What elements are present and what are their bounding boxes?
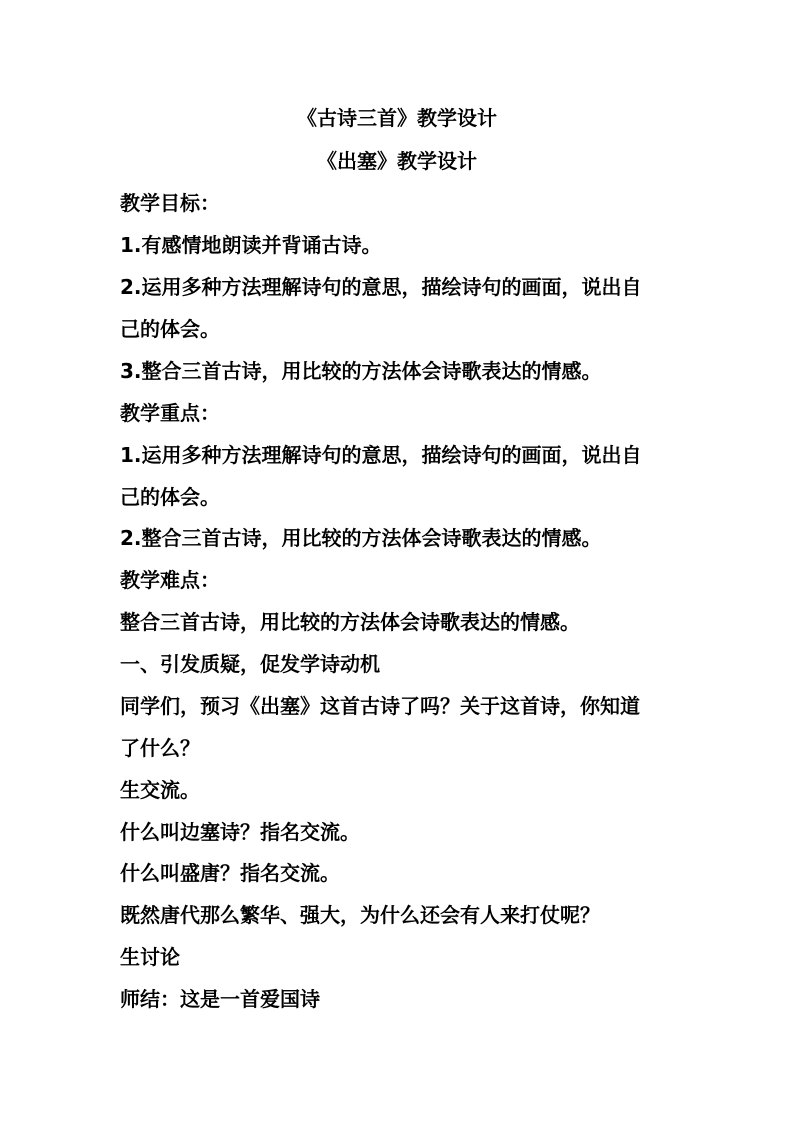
section-heading-difficulty: 教学难点： bbox=[120, 568, 220, 592]
paragraph-question-cont: 了什么？ bbox=[120, 736, 200, 760]
difficulty-item: 整合三首古诗，用比较的方法体会诗歌表达的情感。 bbox=[120, 610, 580, 634]
section-heading-key: 教学重点： bbox=[120, 401, 220, 425]
lesson-title: 《出塞》教学设计 bbox=[317, 149, 477, 173]
paragraph-conclusion: 师结：这是一首爱国诗 bbox=[120, 987, 320, 1011]
paragraph-why-war: 既然唐代那么繁华、强大，为什么还会有人来打仗呢？ bbox=[120, 903, 600, 927]
document-title: 《古诗三首》教学设计 bbox=[297, 106, 497, 130]
paragraph-discussion: 生讨论 bbox=[120, 945, 180, 969]
goal-item-3: 3.整合三首古诗，用比较的方法体会诗歌表达的情感。 bbox=[120, 359, 602, 383]
section-heading-part-1: 一、引发质疑，促发学诗动机 bbox=[120, 652, 380, 676]
goal-item-2-cont: 己的体会。 bbox=[120, 317, 220, 341]
section-heading-goals: 教学目标： bbox=[120, 191, 220, 215]
goal-item-1: 1.有感情地朗读并背诵古诗。 bbox=[120, 233, 382, 257]
key-item-2: 2.整合三首古诗，用比较的方法体会诗歌表达的情感。 bbox=[120, 526, 602, 550]
paragraph-question: 同学们，预习《出塞》这首古诗了吗？关于这首诗，你知道 bbox=[120, 694, 640, 718]
goal-item-2: 2.运用多种方法理解诗句的意思，描绘诗句的画面，说出自 bbox=[120, 275, 642, 299]
key-item-1: 1.运用多种方法理解诗句的意思，描绘诗句的画面，说出自 bbox=[120, 443, 642, 467]
paragraph-high-tang: 什么叫盛唐？指名交流。 bbox=[120, 861, 340, 885]
key-item-1-cont: 己的体会。 bbox=[120, 485, 220, 509]
paragraph-frontier-poem: 什么叫边塞诗？指名交流。 bbox=[120, 820, 360, 844]
paragraph-exchange: 生交流。 bbox=[120, 778, 200, 802]
